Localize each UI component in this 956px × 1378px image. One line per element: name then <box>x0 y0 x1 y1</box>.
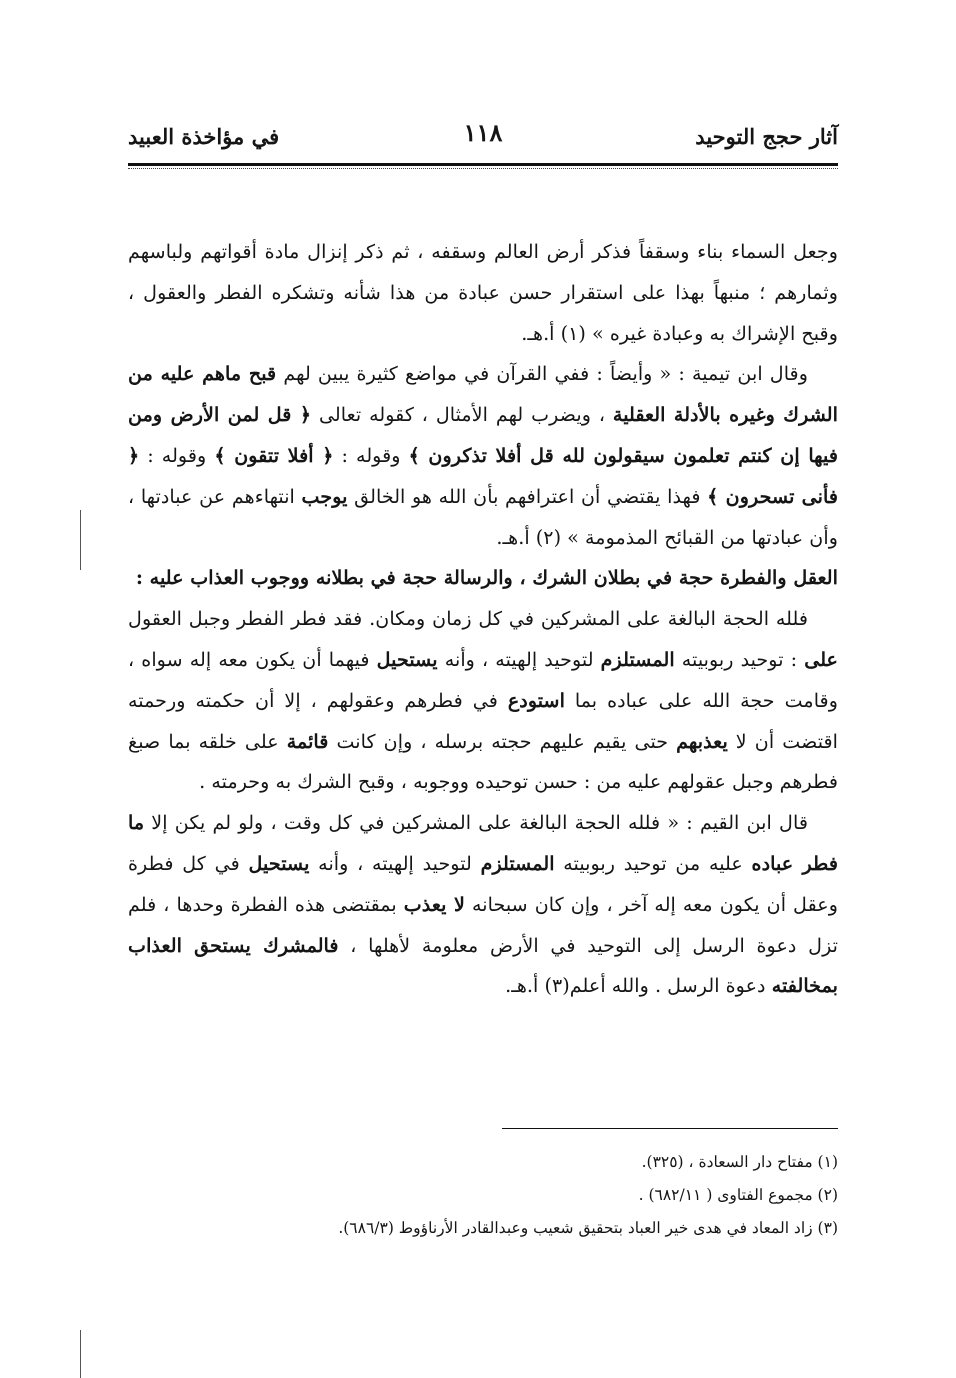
text-run: دعوة الرسل . والله أعلم <box>569 974 772 998</box>
text-run: (١) <box>560 321 586 345</box>
text-run: على خلقه بما صبغ فطرهم وجبل عقولهم عليه من : حسن توحيده ووجوبه ، وقبح الشرك به وحرمته . <box>128 729 838 794</box>
chapter-title: في مؤاخذة العبيد <box>128 124 280 149</box>
book-title: آثار حجج التوحيد <box>695 124 838 149</box>
paragraph <box>128 354 838 558</box>
text-run: أ.هـ. <box>521 321 561 345</box>
footnotes <box>128 1146 838 1245</box>
page-number: ١١٨ <box>463 118 503 147</box>
text-run: أ.هـ. <box>496 525 536 549</box>
text-run: فهذا يقتضي أن اعترافهم بأن الله هو الخالق <box>347 484 708 508</box>
text-run: (٣) <box>544 974 570 998</box>
running-header <box>128 118 838 162</box>
text-run: فلله الحجة البالغة على المشركين في كل زمان ومكان. فقد فطر الفطر وجبل العقول <box>128 607 808 631</box>
text-run: أ.هـ. <box>505 974 545 998</box>
emphasized-text: ﴿ قل لمن الأرض ومن فيها إن كنتم تعلمون سيقولون لله قل أفلا تذكرون ﴾ <box>128 403 838 467</box>
text-run: وقال ابن تيمية : « وأيضاً : ففي القرآن في مواضع كثيرة يبين لهم <box>276 362 808 386</box>
emphasized-text: يستحيل <box>376 647 438 671</box>
text-run: ، ويضرب لهم الأمثال ، كقوله تعالى <box>311 403 613 427</box>
text-run: لتوحيد إلهيته ، وأنه <box>437 647 601 671</box>
emphasized-text: العقل والفطرة حجة في بطلان الشرك ، والرسالة حجة في بطلانه ووجوب العذاب عليه : <box>135 566 838 590</box>
text-run: فيهما أن يكون معه إله سواه ، وقامت حجة الله على عباده بما <box>128 647 838 712</box>
section-heading <box>128 558 838 599</box>
main-text <box>128 232 838 1007</box>
emphasized-text: ﴿ فأنى تسحرون ﴾ <box>128 443 838 508</box>
text-run: قال ابن القيم : « فلله الحجة البالغة على المشركين في كل وقت ، ولو لم يكن إلا <box>144 811 808 835</box>
text-run: انتهاءهم عن عبادتها ، وأن عبادتها من القبائح المذمومة » <box>128 484 838 549</box>
emphasized-text: قائمة <box>286 729 329 753</box>
emphasized-text: فالمشرك يستحق العذاب بمخالفته <box>128 933 838 998</box>
emphasized-text: يستحيل <box>248 851 310 875</box>
text-run: لتوحيد إلهيته ، وأنه <box>309 851 481 875</box>
text-run: في فطرهم وعقولهم ، إلا أن حكمته ورحمته اقتضت أن لا <box>128 688 838 753</box>
emphasized-text: قبح ماهم عليه من الشرك وغيره بالأدلة العقلية <box>128 362 838 427</box>
paragraph <box>128 599 838 803</box>
footnote-3: (٣) زاد المعاد في هدى خير العباد بتحقيق شعيب وعبدالقادر الأرناؤوط (٦٨٦/٣). <box>338 1219 838 1237</box>
header-rule-dotted <box>128 168 838 169</box>
footnote-2: (٢) مجموع الفتاوى ( ٦٨٢/١١) . <box>638 1186 838 1204</box>
footnote-separator <box>502 1128 838 1129</box>
text-run: عليه من توحيد ربوبيته <box>554 851 752 875</box>
paragraph <box>128 232 838 354</box>
text-run: (٢) <box>535 525 562 549</box>
text-run: بمقتضى هذه الفطرة وحدها ، فلم تزل دعوة الرسل إلى التوحيد في الأرض معلومة لأهلها ، <box>128 892 838 957</box>
emphasized-text: على <box>804 647 838 671</box>
emphasized-text: المستلزم <box>480 851 555 875</box>
paragraph <box>128 803 838 1007</box>
scan-margin-mark <box>80 510 81 570</box>
scan-margin-mark <box>80 1330 81 1378</box>
emphasized-text: ما فطر عباده <box>128 811 838 875</box>
text-run: وقوله : <box>333 443 409 467</box>
text-run: : توحيد ربوبيته <box>674 647 805 671</box>
footnote-1: (١) مفتاح دار السعادة ، (٣٢٥). <box>641 1153 838 1171</box>
emphasized-text: يوجب <box>301 484 348 508</box>
emphasized-text: ﴿ أفلا تتقون ﴾ <box>214 443 334 467</box>
header-rule <box>128 163 838 166</box>
emphasized-text: المستلزم <box>600 647 675 671</box>
text-run: حتى يقيم عليهم حجته برسله ، وإن كانت <box>328 729 677 753</box>
emphasized-text: يعذبهم <box>676 729 728 753</box>
text-run: وجعل السماء بناء وسقفاً فذكر أرض العالم وسقفه ، ثم ذكر إنزال مادة أقواتهم ولباسهم وثمارهم ؛ منبهاً بهذا على استقرار حسن عبادة من هذا شأنه وتشكره الفطر والعقول ، وقبح الإشراك به وعبادة غيره » <box>128 240 838 345</box>
emphasized-text: استودع <box>507 688 565 712</box>
text-run: وقوله : <box>139 443 215 467</box>
emphasized-text: لا يعذب <box>403 892 465 916</box>
text-run: في كل فطرة وعقل أن يكون معه إله آخر ، وإن كان سبحانه <box>128 851 838 916</box>
